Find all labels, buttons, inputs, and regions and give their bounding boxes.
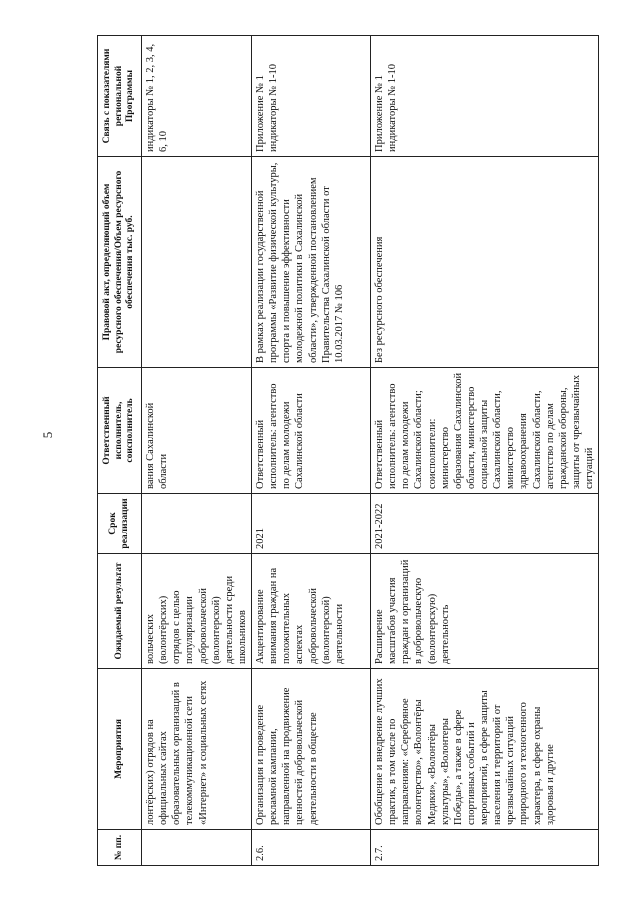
cell-term — [142, 494, 252, 554]
header-legal: Правовой акт, определяющий объем ресурсного обеспечения/Объем ресурсного обеспечения тыс. руб. — [98, 157, 142, 368]
cell-result: Расширение масштабов участия граждан и организаций в добровольческую (волонтерскую) деятельность — [371, 554, 599, 669]
cell-event: Организация и проведение рекламной кампании, направленной на продвижение ценностей добровольческой деятельности в обществе — [252, 669, 371, 830]
cell-event: лонтёрских) отрядов на официальных сайтах образовательных организаций в телекоммуникационной сети «Интернет» и социальных сетях — [142, 669, 252, 830]
cell-link: индикаторы № 1, 2, 3, 4, 6, 10 — [142, 36, 252, 157]
cell-result: вольческих (волонтёрских) отрядов с целью популяризации добровольческой (волонтерской) деятельности среди школьников — [142, 554, 252, 669]
cell-term: 2021-2022 — [371, 494, 599, 554]
cell-event: Обобщение и внедрение лучших практик, в том числе по направлениям: «Серебряное волонтерство», «Волонтёры Медики», «Волонтёры культуры», «Волонтеры Победы», а также в сфере спортивных событий и мероприятий, в сфере защиты населения и территорий от чрезвычайных ситуаций природного и техногенного характера, в сфере охраны здоровья и другие — [371, 669, 599, 830]
header-row — [98, 36, 142, 866]
header-event: Мероприятия — [98, 669, 142, 830]
table-row — [252, 36, 371, 866]
cell-legal — [142, 157, 252, 368]
page-number: 5 — [40, 431, 55, 439]
cell-link: Приложение № 1 индикаторы № 1-10 — [252, 36, 371, 157]
plan-table — [97, 35, 599, 866]
cell-link: Приложение № 1 индикаторы № 1-10 — [371, 36, 599, 157]
header-link: Связь с показателями региональной Программы — [98, 36, 142, 157]
cell-num: 2.7. — [371, 830, 599, 866]
cell-legal: В рамках реализации государственной программы «Развитие физической культуры, спорта и повышение эффективности молодежной политики в Сахалинской области», утвержденной постановлением Правительства Сахалинской области от 10.03.2017 № 106 — [252, 157, 371, 368]
rotated-page — [97, 36, 595, 866]
header-result: Ожидаемый результат — [98, 554, 142, 669]
table-row — [371, 36, 599, 866]
header-num: № пп. — [98, 830, 142, 866]
cell-legal: Без ресурсного обеспечения — [371, 157, 599, 368]
cell-executor: Ответственный исполнитель: агентство по делам молодежи Сахалинской области; соисполнители: министерство образования Сахалинской области, министерство социальной защиты Сахалинской области, министерство здравоохранения Сахалинской области, агентство по делам гражданской обороны, защиты от чрезвычайных ситуаций — [371, 368, 599, 494]
header-executor: Ответственный исполнитель, соисполнитель — [98, 368, 142, 494]
header-term: Срок реализации — [98, 494, 142, 554]
table-row — [142, 36, 252, 866]
cell-result: Акцентирование внимания граждан на положительных аспектах добровольческой (волонтерской) деятельности — [252, 554, 371, 669]
cell-term: 2021 — [252, 494, 371, 554]
cell-executor: вания Сахалинской области — [142, 368, 252, 494]
cell-num: 2.6. — [252, 830, 371, 866]
cell-executor: Ответственный исполнитель: агентство по делам молодежи Сахалинской области — [252, 368, 371, 494]
cell-num — [142, 830, 252, 866]
